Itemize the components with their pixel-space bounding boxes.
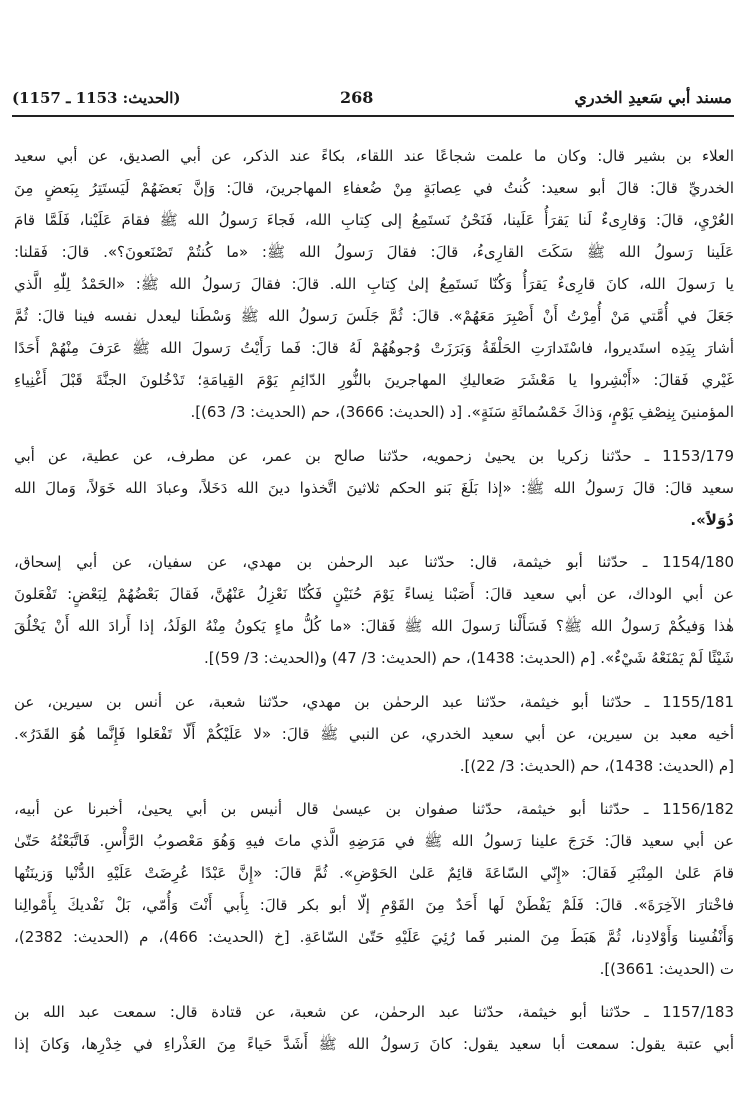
text-line: 1157/183 ـ حدّثنا أبو خيثمة، حدّثنا عبد الرحمٰن، عن شعبة، عن قتادة قال: سمعت عبد الله بن — [14, 1003, 734, 1021]
text-line: عن أبي الوداك، عن أبي سعيد قالَ: أَصَبْنا نِساءً يَوْمَ حُنَيْنٍ فَكُنّا نَعْزِلُ عَنْهُنَّ، فَقالَ بَعْضُهُمْ لِبَعْضٍ: تَفْعَلونَ — [14, 585, 734, 603]
text-line: عن أبي سعيد قالَ: خَرَجَ علينا رَسولُ الله ﷺ في مَرَضِهِ الَّذي ماتَ فيهِ وَهُوَ مَعْصوبُ الرَّأْسِ. فَاتَّبَعْتُهُ حَتّىٰ — [14, 832, 734, 850]
text-line: 1156/182 ـ حدّثنا أبو خيثمة، حدّثنا صفوان بن عيسىٰ قال أنيس بن أبي يحيىٰ، أخبرنا عن أبيه، — [14, 800, 734, 818]
text-line: 1153/179 ـ حدّثنا زكريا بن يحيىٰ زحمويه، حدّثنا صالح بن عمر، عن مطرف، عن عطية، عن أبي — [14, 447, 734, 465]
page-number: 268 — [340, 88, 374, 107]
hadith-range: (الحديث: 1153 ـ 1157) — [12, 89, 181, 107]
text-line: وَأَنْفُسِنا وَأَوْلادِنا، ثُمَّ هَبَطَ مِنَ المنبر فَما رُئِيَ عَلَيْهِ حَتّىٰ السّاعَةِ. [خ (الحديث: 466)، م (الحديث: 2382)، — [14, 928, 734, 946]
text-line: العلاء بن بشير قال: وكان ما علمت شجاعًا عند اللقاء، بكاءً عند الذكر، عن أبي الصديق، عن أبي سعيد — [14, 147, 734, 165]
text-line: فاخْتارَ الآخِرَةَ». قالَ: فَلَمْ يَفْطَنْ لَها أَحَدٌ مِنَ القَوْمِ إلّا أبو بكر قالَ: بِأَبي أَنْتَ وَأُمّي، بَلْ نَفْديكَ بِأَمْوالِنا — [14, 896, 734, 914]
text-line: أبي عتبة يقول: سمعت أبا سعيد يقول: كانَ رَسولُ الله ﷺ أَشَدَّ حَياءً مِنَ العَذْراءِ في خِدْرِها، وَكانَ إذا — [14, 1035, 734, 1053]
text-line: غَيْري فَقالَ: «أَبْشِروا يا مَعْشَرَ صَعاليكِ المهاجرينَ بالنُّورِ الدّائِمِ يَوْمَ القِيامَةِ؛ تَدْخُلونَ الجنَّةَ قَبْلَ أَغْنِياءِ — [14, 371, 734, 389]
text-line: سعيد قالَ: قالَ رَسولُ الله ﷺ: «إذا بَلَغَ بَنو الحكم ثلاثينَ اتَّخذوا دينَ الله دَخَلاً، وعبادَ الله خَوَلاً، وَمالَ الله — [14, 479, 734, 497]
text-line: شَيْئًا لَمْ يَمْنَعْهُ شَيْءٌ». [م (الحديث: 1438)، حم (الحديث: 3/ 47) و(الحديث: 3/ 59)]. — [203, 649, 734, 667]
text-line: 1155/181 ـ حدّثنا أبو خيثمة، حدّثنا عبد الرحمٰن بن مهدي، حدّثنا شعبة، عن أنس بن سيرين، عن — [14, 693, 734, 711]
text-line: المؤمنينَ بِنِصْفِ يَوْمٍ، وَذاكَ خَمْسُمائَةِ سَنَةٍ». [د (الحديث: 3666)، حم (الحديث: 3/ 63)]. — [190, 403, 734, 421]
text-line: هٰذا وَفيكُمْ رَسولُ الله ﷺ؟ فَسَأَلْنا رَسولَ الله ﷺ فَقالَ: «ما كُلُّ ماءٍ يَكونُ مِنْهُ الوَلَدُ، إذا أَرادَ الله أَنْ يَخْلُقَ — [14, 617, 734, 635]
text-line: ت (الحديث: 3661)]. — [599, 960, 734, 978]
text-line: دُوَلاً». — [690, 511, 734, 529]
text-line: عَلَينا رَسولُ الله ﷺ سَكَتَ القارِىءُ، قالَ: فقالَ رَسولُ الله ﷺ: «ما كُنتُمْ تَصْنَعونَ؟». قالَ: فَقلنا: — [14, 243, 734, 261]
text-line: يا رَسولَ الله، كانَ قارِىءٌ يَقرَأُ وَكُنّا نَستَمِعُ إلىٰ كِتابِ الله. قالَ: فقالَ رَسولُ الله ﷺ: «الحَمْدُ لِلّٰهِ الَّذي — [14, 275, 734, 293]
text-line: جَعَلَ في أُمَّتي مَنْ أُمِرْتُ أَنْ أَصْبِرَ مَعَهُمْ». قالَ: ثُمَّ جَلَسَ رَسولُ الله ﷺ وَسْطَنا ليعدل نفسه فينا قالَ: ثُمَّ — [14, 307, 734, 325]
text-line: أشارَ بِيَدِه استَديروا، فاسْتَدارَتِ الحَلْقَةُ وَبَرَزَتْ وُجوهُهُمْ لَهُ قالَ: فَما رَأَيْتُ رَسولَ الله ﷺ عَرَفَ مِنْهُمْ أَحَدًا — [14, 339, 734, 357]
text-line: 1154/180 ـ حدّثنا أبو خيثمة، قال: حدّثنا عبد الرحمٰن بن مهدي، عن سفيان، عن أبي إسحاق، — [14, 553, 734, 571]
text-line: [م (الحديث: 1438)، حم (الحديث: 3/ 22)]. — [459, 757, 734, 775]
text-line: قامَ عَلىٰ المِنْبَرِ فَقالَ: «إِنّي السّاعَةَ قائِمٌ عَلىٰ الحَوْضِ». ثُمَّ قالَ: «إِنَّ عَبْدًا عُرِضَتْ عَلَيْهِ الدُّنْيا وَزينَتُها — [14, 864, 734, 882]
running-title: مسند أبي سَعيدِ الخدري — [574, 88, 732, 107]
text-line: الخدريِّ قالَ: قالَ أبو سعيد: كُنتُ في عِصابَةٍ مِنْ ضُعفاءِ المهاجرينَ، قالَ: وَإنَّ بَعضَهُمْ لَيَستَتِرُ بِبَعضٍ مِنَ — [14, 179, 734, 197]
text-line: أخيه معبد بن سيرين، عن أبي سعيد الخدري، عن النبي ﷺ قالَ: «لا عَلَيْكُمْ أَلّا تَفْعَلوا فَإِنَّما هُوَ القَدَرُ». — [14, 725, 734, 743]
text-line: العُرْيِ، قالَ: وَقارِىءٌ لَنا يَقرَأُ عَلَينا، فَنَحْنُ نَستَمِعُ إلى كِتابِ الله، فَجاءَ رَسولُ الله ﷺ فقامَ عَلَيْنا، فَلَمَّا قامَ — [14, 211, 734, 229]
